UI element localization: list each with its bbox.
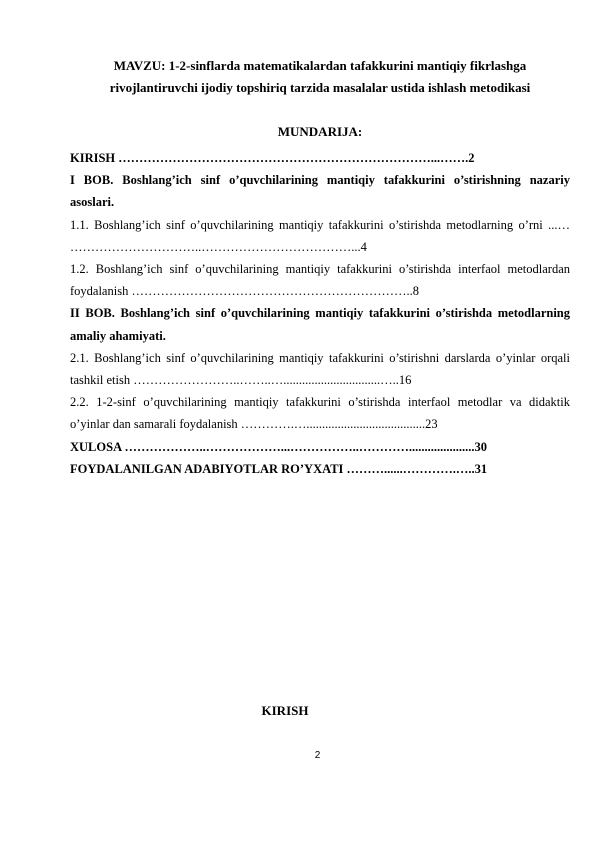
toc-entry-chapter-2: II BOB. Boshlang’ich sinf o’quvchilarining mantiqiy tafakkurini o’stirishda metodlarning amaliy ahamiyati.	[70, 306, 570, 343]
toc-entry-kirish: KIRISH …………………………………………………………………...…….2	[70, 151, 475, 165]
section-heading-kirish: KIRISH	[261, 703, 309, 718]
toc-entry-1-1: 1.1. Boshlang’ich sinf o’quvchilarining mantiqiy tafakkurini o’stirishda metodlarning o’rni ...… …………………………..………………………………...4	[70, 217, 570, 254]
title-line-2: rivojlantiruvchi ijodiy topshiriq tarzida masalalar ustida ishlash metodikasi	[109, 80, 531, 95]
document-title	[70, 55, 570, 99]
toc-entry-chapter-1: I BOB. Boshlang’ich sinf o’quvchilarining mantiqiy tafakkurini o’stirishning nazariy asoslari.	[70, 173, 570, 210]
toc-entry-2-1: 2.1. Boshlang’ich sinf o’quvchilarining mantiqiy tafakkurini o’stirishni darslarda o’yinlar orqali tashkil etish ……………………..……..…...............................…..16	[70, 350, 570, 388]
toc-entry-2-2: 2.2. 1-2-sinf o’quvchilarining mantiqiy tafakkurini o’stirishda interfaol metodlar va didaktik o’yinlar dan samarali foydalanish ………….…......................................23	[70, 395, 570, 432]
toc-heading: MUNDARIJA:	[277, 124, 363, 139]
toc-entry-1-2: 1.2. Boshlang’ich sinf o’quvchilarining mantiqiy tafakkurini o’stirishda interfaol metodlardan foydalanish …………………………………………………………..8	[70, 262, 570, 299]
page-number: 2	[314, 750, 321, 761]
title-line-1: MAVZU: 1-2-sinflarda matematikalardan tafakkurini mantiqiy fikrlashga	[113, 58, 527, 73]
toc-entry-references: FOYDALANILGAN ADABIYOTLAR RO’YXATI ………......………….…..31	[70, 461, 488, 476]
table-of-contents	[70, 147, 570, 480]
toc-entry-xulosa: XULOSA ………………..………………...……………..………….....................30	[70, 439, 488, 454]
